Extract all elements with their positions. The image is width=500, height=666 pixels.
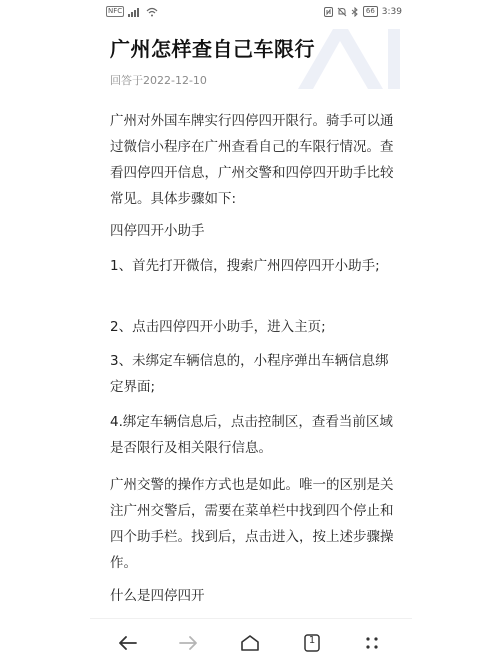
phone-screen: [90, 0, 412, 666]
back-button[interactable]: [114, 629, 142, 657]
signal-icon: [128, 7, 142, 17]
bluetooth-icon: [351, 7, 359, 17]
nfc-badge: NFC: [108, 7, 123, 15]
tabs-button[interactable]: [298, 629, 326, 657]
status-right: [324, 6, 402, 17]
section-heading: 什么是四停四开: [110, 588, 205, 604]
answer-date: 回答于2022-12-10: [110, 74, 207, 87]
battery-indicator: 66: [363, 6, 378, 17]
forward-icon: [178, 635, 198, 651]
article-step: 3、未绑定车辆信息的，小程序弹出车辆信息绑定界面;: [110, 353, 389, 395]
back-icon: [118, 635, 138, 651]
article-paragraph: 广州交警的操作方式也是如此。唯一的区别是关注广州交警后，需要在菜单栏中找到四个停止和四个助手栏。找到后，点击进入，按上述步骤操作。: [110, 477, 394, 571]
nfc-icon: [324, 7, 333, 17]
status-bar: [90, 0, 412, 24]
section-heading: 四停四开小助手: [110, 223, 205, 239]
browser-nav-bar: [90, 618, 412, 666]
article-step: 2、点击四停四开小助手，进入主页;: [110, 319, 326, 335]
status-left: [106, 6, 158, 17]
page-title: 广州怎样查自己车限行: [110, 37, 315, 61]
more-icon: [364, 635, 380, 651]
article-paragraph: 广州对外国车牌实行四停四开限行。骑手可以通过微信小程序在广州查看自己的车限行情况。查看四停四开信息，广州交警和四停四开助手比较常见。具体步骤如下:: [110, 113, 394, 207]
wifi-icon: [146, 7, 158, 17]
article-step: 1、首先打开微信，搜索广州四停四开小助手;: [110, 258, 380, 274]
mute-icon: [337, 7, 347, 17]
more-button[interactable]: [358, 629, 386, 657]
home-icon: [240, 634, 260, 652]
status-time: 3:39: [381, 6, 402, 17]
home-button[interactable]: [236, 629, 264, 657]
tabs-count: 1: [308, 635, 316, 646]
article-step: 4.绑定车辆信息后，点击控制区，查看当前区域是否限行及相关限行信息。: [110, 414, 393, 456]
forward-button[interactable]: [174, 629, 202, 657]
